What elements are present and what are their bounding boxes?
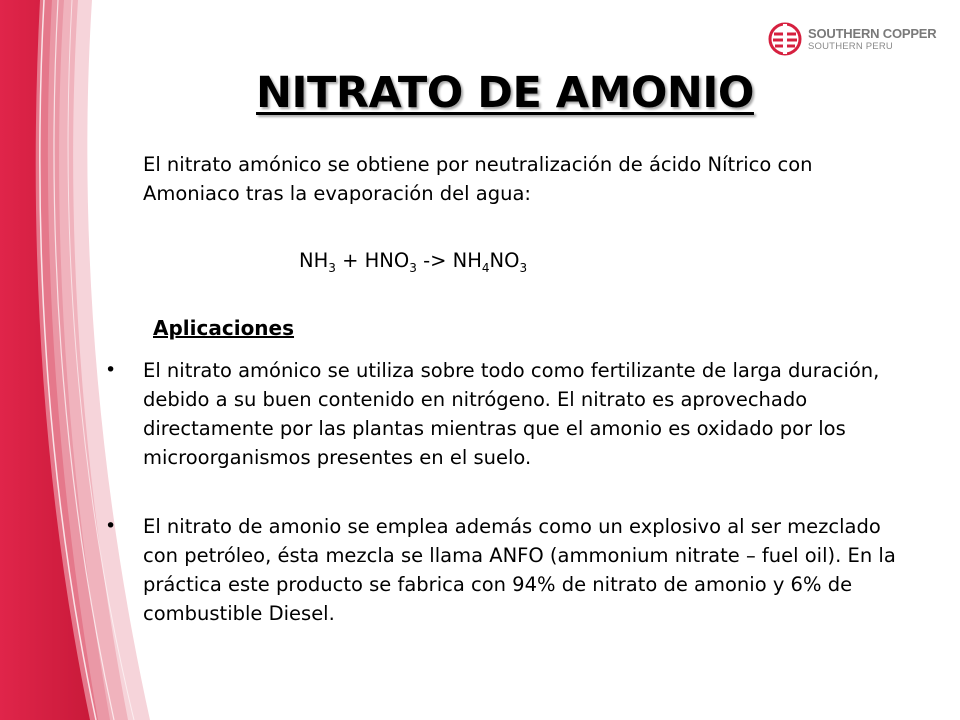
equation-subscript-3: 4 bbox=[481, 261, 490, 275]
section-heading-aplicaciones: Aplicaciones bbox=[153, 316, 295, 340]
southern-copper-logo-icon bbox=[768, 22, 802, 56]
equation-subscript-2: 3 bbox=[409, 261, 417, 275]
intro-paragraph: El nitrato amónico se obtiene por neutralización de ácido Nítrico con Amoniaco tras la evaporación del agua: bbox=[143, 153, 813, 205]
bullet-item-fertilizer: El nitrato amónico se utiliza sobre todo como fertilizante de larga duración, debido a su buen contenido en nitrógeno. El nitrato es aprovechado directamente por las plantas mientras que el amonio es oxidado por los microorganismos presentes en el suelo. bbox=[143, 359, 880, 469]
equation-nh3: NH bbox=[299, 249, 329, 272]
bullet-icon: • bbox=[105, 515, 117, 537]
bullet-item-explosive: El nitrato de amonio se emplea además como un explosivo al ser mezclado con petróleo, ésta mezcla se llama ANFO (ammonium nitrate – fuel oil). En la práctica este producto se fabrica con 94% de nitrato de amonio y 6% de combustible Diesel. bbox=[143, 515, 896, 625]
equation-arrow-nh4: -> NH bbox=[416, 249, 482, 272]
equation-no3: NO bbox=[489, 249, 520, 272]
equation-subscript-4: 3 bbox=[519, 261, 528, 275]
logo-company-name: SOUTHERN COPPER bbox=[808, 25, 937, 41]
equation-subscript-1: 3 bbox=[328, 261, 336, 275]
company-logo bbox=[768, 18, 943, 60]
equation-hno3: + HNO bbox=[335, 249, 410, 272]
chemical-equation bbox=[299, 246, 699, 275]
slide-title: NITRATO DE AMONIO bbox=[256, 68, 754, 118]
bullet-icon: • bbox=[105, 359, 117, 381]
logo-company-subname: SOUTHERN PERU bbox=[808, 40, 893, 52]
